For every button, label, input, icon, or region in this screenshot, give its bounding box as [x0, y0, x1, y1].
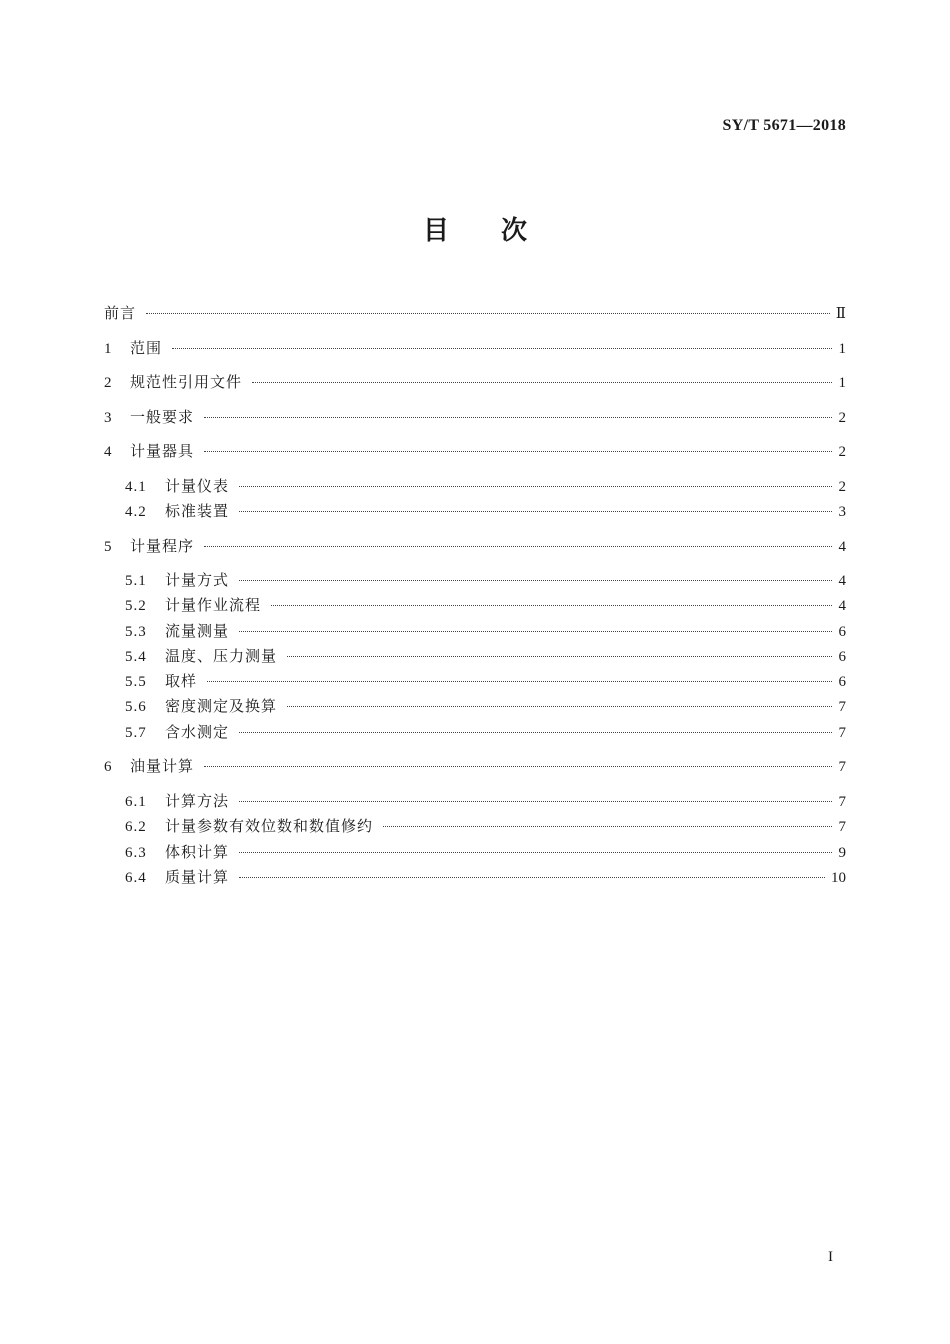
toc-entry-label: 取样	[165, 672, 198, 690]
toc-entry-page: 4	[838, 598, 846, 614]
toc-entry[interactable]	[125, 475, 846, 497]
toc-leader-dots	[207, 681, 832, 682]
toc-leader-dots	[239, 732, 832, 733]
toc-entry-number: 5.4	[125, 649, 147, 665]
toc-entry[interactable]	[125, 670, 846, 692]
toc-entry-label: 计量器具	[130, 442, 195, 460]
toc-entry[interactable]	[125, 815, 846, 837]
toc-entry-page: 7	[838, 759, 846, 775]
toc-leader-dots	[287, 706, 832, 707]
toc-entry-page: 6	[838, 649, 846, 665]
toc-entry-label: 油量计算	[130, 757, 195, 775]
toc-entry[interactable]	[104, 440, 846, 462]
toc-entry-page: 6	[838, 674, 846, 690]
toc-entry-number: 6.1	[125, 794, 147, 810]
toc-entry-number: 5.3	[125, 624, 147, 640]
toc-entry-label: 计量方式	[165, 571, 230, 589]
toc-entry-page: 2	[838, 444, 846, 460]
toc-entry[interactable]	[104, 535, 846, 557]
toc-entry-label: 质量计算	[165, 868, 230, 886]
toc-title-char-1: 目	[422, 216, 449, 246]
toc-entry-page: 7	[838, 699, 846, 715]
toc-entry-page: 7	[838, 794, 846, 810]
toc-entry-page: 4	[838, 539, 846, 555]
toc-entry-label: 规范性引用文件	[130, 373, 243, 391]
toc-entry-label: 温度、压力测量	[165, 647, 278, 665]
toc-entry[interactable]	[104, 406, 846, 428]
toc-leader-dots	[239, 877, 825, 878]
toc-entry[interactable]	[125, 645, 846, 667]
toc-entry-label: 流量测量	[165, 622, 230, 640]
toc-entry-page: 4	[838, 573, 846, 589]
toc-leader-dots	[204, 451, 832, 452]
toc-entry-page: 7	[838, 819, 846, 835]
toc-entry-page: 7	[838, 725, 846, 741]
toc-entry-number: 5.5	[125, 674, 147, 690]
toc-entry-page: 10	[831, 870, 846, 886]
toc-entry-label: 一般要求	[130, 408, 195, 426]
toc-entry[interactable]	[125, 569, 846, 591]
toc-entry-number: 4.2	[125, 504, 147, 520]
toc-entry-label: 标准装置	[165, 502, 230, 520]
toc-entry-page: 9	[838, 845, 846, 861]
toc-leader-dots	[204, 417, 832, 418]
toc-entry-page: 6	[838, 624, 846, 640]
toc-entry-page: 3	[838, 504, 846, 520]
toc-entry-label: 范围	[130, 339, 163, 357]
toc-entry-label: 计量仪表	[165, 477, 230, 495]
toc-leader-dots	[239, 486, 832, 487]
toc-entry-label: 计量参数有效位数和数值修约	[165, 817, 374, 835]
toc-entry-number: 5.2	[125, 598, 147, 614]
toc-entry[interactable]	[125, 695, 846, 717]
toc-leader-dots	[172, 348, 832, 349]
toc-entry-number: 4	[104, 444, 113, 460]
toc-entry-label: 前言	[104, 304, 137, 322]
toc-entry-number: 1	[104, 341, 113, 357]
toc-title	[0, 210, 950, 247]
toc-entry[interactable]	[104, 755, 846, 777]
toc-entry[interactable]	[125, 721, 846, 743]
toc-entry-label: 计量作业流程	[165, 596, 262, 614]
toc-entry[interactable]	[104, 302, 846, 324]
toc-entry-page: 2	[838, 410, 846, 426]
toc-entry-number: 6.2	[125, 819, 147, 835]
toc-leader-dots	[287, 656, 832, 657]
footer-page-number: I	[828, 1249, 833, 1265]
toc-entry-number: 6	[104, 759, 113, 775]
toc-title-char-2: 次	[501, 216, 528, 246]
toc-entry[interactable]	[125, 841, 846, 863]
toc-entry-label: 计算方法	[165, 792, 230, 810]
toc-leader-dots	[204, 546, 832, 547]
toc-leader-dots	[271, 605, 832, 606]
toc-entry-number: 5.6	[125, 699, 147, 715]
toc-entry-number: 6.4	[125, 870, 147, 886]
toc-entry[interactable]	[104, 371, 846, 393]
toc-leader-dots	[146, 313, 830, 314]
toc-leader-dots	[239, 580, 832, 581]
toc-entry[interactable]	[104, 337, 846, 359]
toc-leader-dots	[383, 826, 832, 827]
toc-entry-number: 3	[104, 410, 113, 426]
toc-leader-dots	[204, 766, 832, 767]
toc-entry-page: Ⅱ	[835, 306, 846, 322]
toc-leader-dots	[239, 801, 832, 802]
toc-entry-label: 含水测定	[165, 723, 230, 741]
toc-entry-page: 1	[838, 375, 846, 391]
toc-entry-number: 4.1	[125, 479, 147, 495]
toc-entry-page: 2	[838, 479, 846, 495]
toc-leader-dots	[252, 382, 832, 383]
toc-leader-dots	[239, 631, 832, 632]
document-code: SY/T 5671—2018	[722, 117, 846, 134]
toc-entry-label: 体积计算	[165, 843, 230, 861]
toc-entry-label: 密度测定及换算	[165, 697, 278, 715]
toc-entry-number: 2	[104, 375, 113, 391]
toc-leader-dots	[239, 511, 832, 512]
toc-entry[interactable]	[125, 790, 846, 812]
toc-entry[interactable]	[125, 866, 846, 888]
toc-entry[interactable]	[125, 500, 846, 522]
toc-entry-number: 5	[104, 539, 113, 555]
toc-entry[interactable]	[125, 620, 846, 642]
toc-leader-dots	[239, 852, 832, 853]
toc-entry[interactable]	[125, 594, 846, 616]
toc-entry-number: 5.7	[125, 725, 147, 741]
toc-entry-number: 6.3	[125, 845, 147, 861]
toc-entry-label: 计量程序	[130, 537, 195, 555]
toc-entry-page: 1	[838, 341, 846, 357]
toc-entry-number: 5.1	[125, 573, 147, 589]
